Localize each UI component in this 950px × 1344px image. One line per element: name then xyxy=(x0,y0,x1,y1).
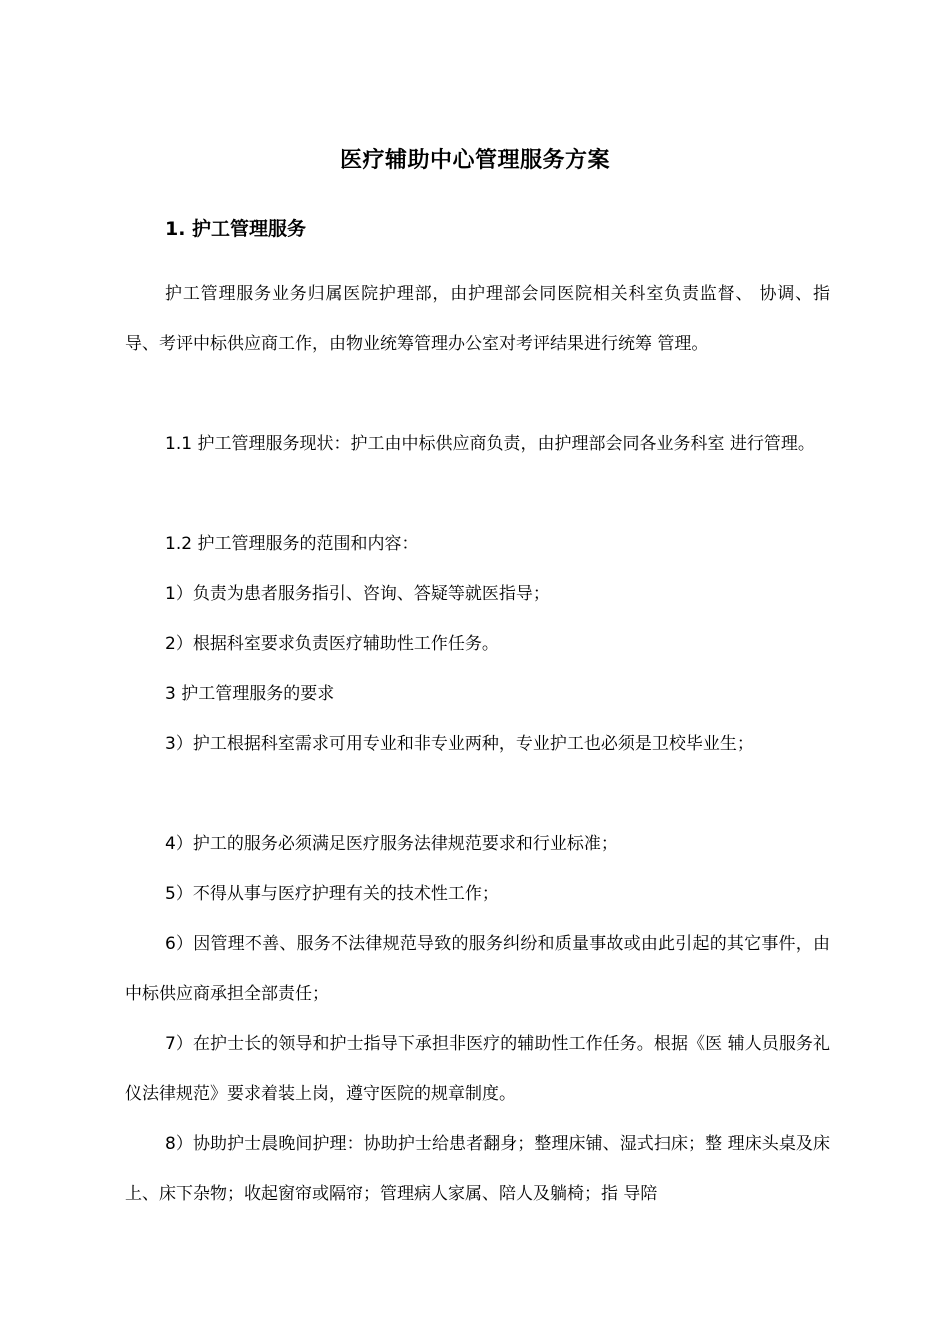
paragraph-intro: 护工管理服务业务归属医院护理部，由护理部会同医院相关科室负责监督、 协调、指导、考评中标供应商工作，由物业统筹管理办公室对考评结果进行统筹 管理。 xyxy=(125,284,830,354)
paragraph-item-7: 7）在护士长的领导和护士指导下承担非医疗的辅助性工作任务。根据《医 辅人员服务礼仪法律规范》要求着装上岗，遵守医院的规章制度。 xyxy=(125,1034,830,1104)
section-heading: 1. 护工管理服务 xyxy=(165,218,307,240)
paragraph-requirements-heading: 3 护工管理服务的要求 xyxy=(165,684,335,704)
paragraph-item-3: 3）护工根据科室需求可用专业和非专业两种，专业护工也必须是卫校毕业生； xyxy=(165,734,754,754)
paragraph-item-1: 1）负责为患者服务指引、咨询、答疑等就医指导； xyxy=(165,584,550,604)
paragraph-item-2: 2）根据科室要求负责医疗辅助性工作任务。 xyxy=(165,634,499,654)
document-title: 医疗辅助中心管理服务方案 xyxy=(339,148,610,173)
paragraph-scope-heading: 1.2 护工管理服务的范围和内容： xyxy=(165,534,419,554)
paragraph-item-4: 4）护工的服务必须满足医疗服务法律规范要求和行业标准； xyxy=(165,834,618,854)
paragraph-item-6: 6）因管理不善、服务不法律规范导致的服务纠纷和质量事故或由此引起的其它事件，由中标供应商承担全部责任； xyxy=(125,934,830,1004)
paragraph-status: 1.1 护工管理服务现状：护工由中标供应商负责，由护理部会同各业务科室 进行管理。 xyxy=(165,434,815,454)
paragraph-item-8: 8）协助护士晨晚间护理：协助护士给患者翻身；整理床铺、湿式扫床；整 理床头桌及床上、床下杂物；收起窗帘或隔帘；管理病人家属、陪人及躺椅；指 导陪 xyxy=(125,1134,830,1204)
paragraph-item-5: 5）不得从事与医疗护理有关的技术性工作； xyxy=(165,884,499,904)
